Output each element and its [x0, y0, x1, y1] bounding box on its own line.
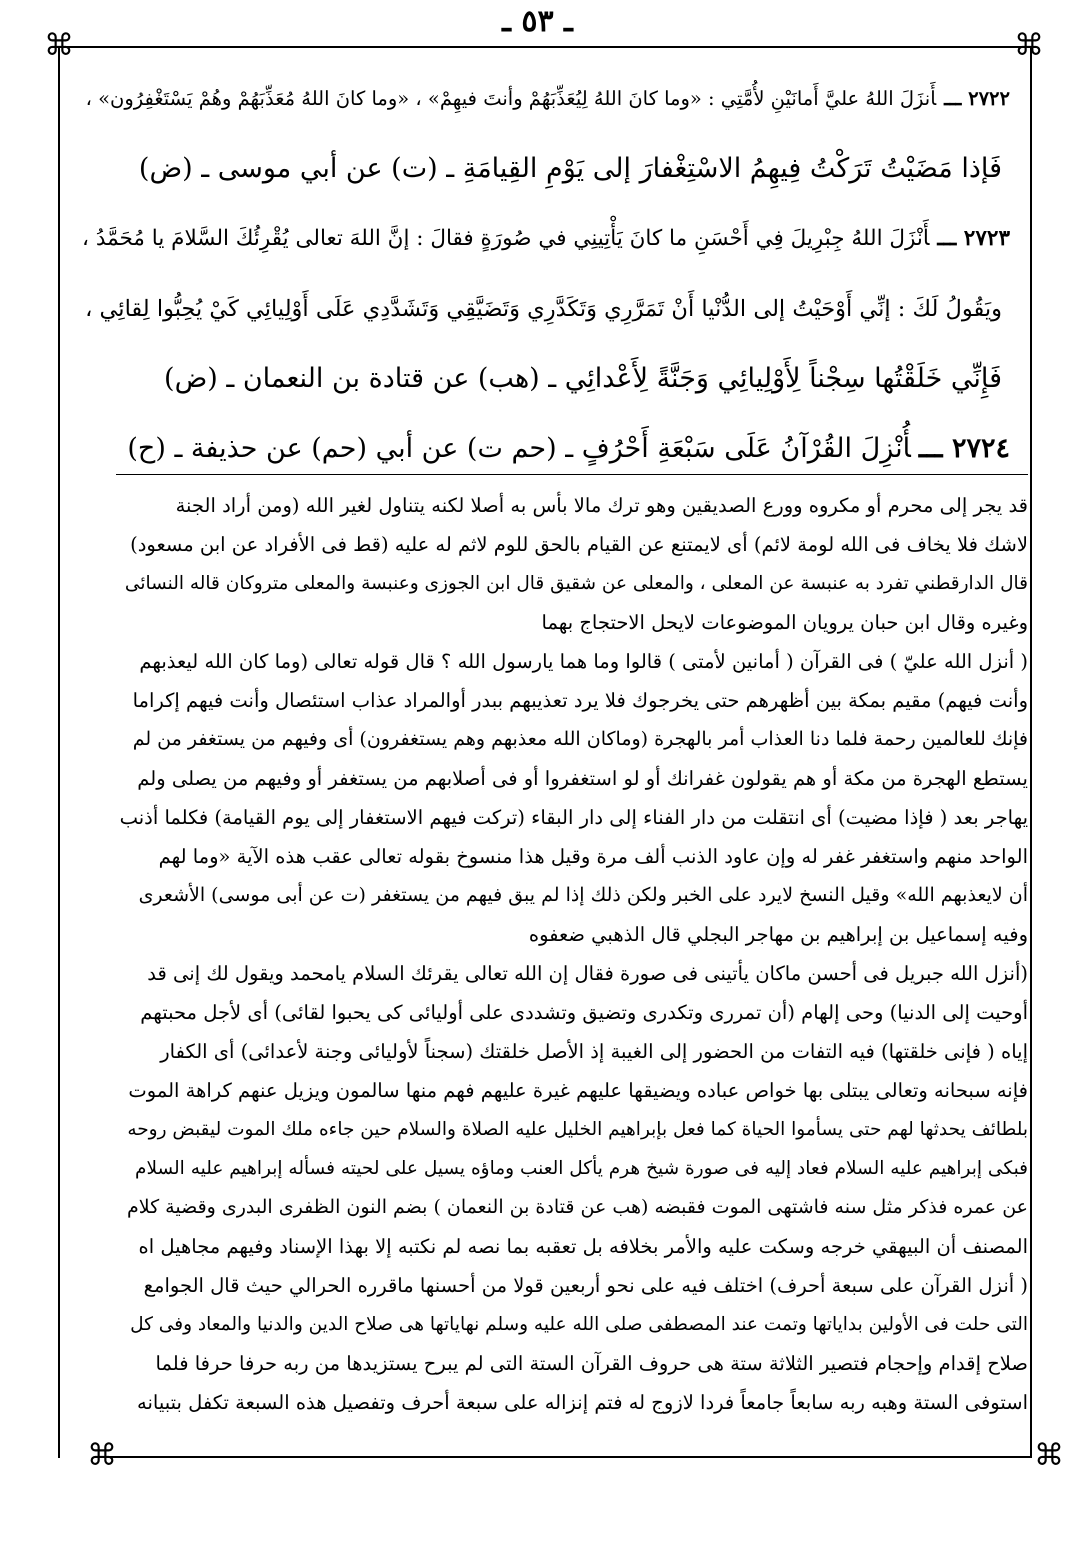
- commentary-line: عن عمره فذكر مثل سنه فاشتهى الموت فقبضه (هب عن قتادة بن النعمان ) بضم النون الظفرى البدرى وقضية كلام: [127, 1196, 1028, 1218]
- section-divider: [116, 474, 1028, 475]
- commentary-line: المصنف أن البيهقي خرجه وسكت عليه والأمر بخلافه بل تعقبه بما نصه لم نكتبه إلا بهذا الإسناد وفيهم مجاهيل اه: [138, 1235, 1028, 1258]
- commentary-line: فبكى إبراهيم عليه السلام فعاد إليه فى صورة شيخ هرم يأكل العنب وماؤه يسيل على لحيته فسأله إبراهيم عليه السلام: [135, 1158, 1028, 1179]
- commentary-line: وأنت فيهم) مقيم بمكة بين أظهرهم حتى يخرجوك فلا يرد تعذيبهم ببدر أوالمراد عذاب استئصال وأنت فيهم إكراما: [132, 689, 1028, 712]
- hadith-line: [80, 274, 1010, 344]
- ornament-icon: ⌘: [1014, 28, 1044, 63]
- commentary-line: يهاجر بعد ( فإذا مضيت) أى انتقلت من دار الفناء إلى دار البقاء (تركت فيهم الاستغفار إلى يوم القيامة) فكلما أذنب: [119, 806, 1028, 829]
- commentary-line: الواحد منهم واستغفر غفر له وإن عاود الذنب ألف مرة وقيل هذا منسوخ بقوله تعالى عقب هذه الآية «وما لهم: [158, 845, 1028, 868]
- commentary-line: صلاح إقدام وإحجام فتصير الثلاثة ستة هى حروف القرآن الستة التى لم يبرح يستزيدها من ربه حرفا حرفا فلما: [155, 1352, 1028, 1375]
- commentary-line: يستطع الهجرة من مكة أو هم يقولون غفرانك أو لو استغفروا أو فى أصلابهم من يستغفر أو وفيهم من يصلى ولم: [137, 767, 1028, 790]
- commentary-line: استوفى الستة وهبه ربه سابعاً جامعاً فردا لازوج له فتم إنزاله على سبعة أحرف وتفصيل هذه السبعة تكفل بتبيانه: [137, 1391, 1028, 1414]
- hadith-number: ٢٧٢٣ ـــ: [937, 226, 1010, 251]
- ornament-icon: ⌘: [87, 1438, 117, 1473]
- hadith-main-text: [80, 64, 1010, 484]
- frame-bottom-rule: [100, 1456, 1030, 1458]
- hadith-text: أَنزَلَ اللهُ عليَّ أَمانَيْنِ لأُمَّتِي : «وما كانَ اللهُ لِيُعَذِّبَهُمْ وأنتَ فيهِمْ» ، «وما كانَ اللهُ مُعَذِّبَهُمْ وهُمْ يَسْتَغْفِرُون» ،: [85, 87, 937, 110]
- commentary-text: [118, 486, 1028, 1422]
- hadith-line: [80, 344, 1010, 414]
- commentary-line: قد يجر إلى محرم أو مكروه وورع الصديقين وهو ترك مالا بأس به أصلا لكنه يتناول لغير الله (ومن أراد الجنة: [175, 494, 1028, 517]
- ornament-icon: ⌘: [44, 28, 74, 63]
- commentary-line: بلطائف يحدثها لهم حتى يسأموا الحياة كما فعل بإبراهيم الخليل عليه الصلاة والسلام حين جاءه ملك الموت ليقبض روحه: [127, 1119, 1028, 1140]
- hadith-line: [80, 134, 1010, 204]
- commentary-line: إياه ( فإنى خلقتها) فيه التفات من الحضور إلى الغيبة إذ الأصل خلقتك (سجناً لأوليائى وجنة لأعدائى) أى الكفار: [160, 1040, 1028, 1063]
- hadith-number: ٢٧٢٢ ـــ: [944, 87, 1010, 110]
- hadith-number: ٢٧٢٤ ـــ: [918, 433, 1010, 464]
- hadith-text: فَإِنِّي خَلَقْتُها سِجْناً لِأَوْلِيائِي وَجَنَّةً لِأَعْدائِي ـ (هب) عن قتادة بن النعمان ـ (ض): [164, 363, 1002, 394]
- hadith-text: فَإذا مَضَيْتُ تَرَكْتُ فِيهِمُ الاسْتِغْفارَ إلى يَوْمِ القِيامَةِ ـ (ت) عن أبي موسى ـ (ض): [138, 153, 1002, 184]
- commentary-line: فإنه سبحانه وتعالى يبتلى بها خواص عباده ويضيقها عليهم غيرة عليهم فهم منها سالمون ويزيل عنهم كراهة الموت: [128, 1079, 1028, 1102]
- commentary-line: قال الدارقطني تفرد به عنبسة عن المعلى ، والمعلى عن شقيق قال ابن الجوزى وعنبسة والمعلى متروكان قاله النسائى: [124, 573, 1028, 594]
- hadith-text: أَنْزَلَ اللهُ جِبْرِيلَ فِي أَحْسَنِ ما كانَ يَأْتِينِي في صُورَةٍ فقالَ : إنَّ اللهَ تعالى يُقْرِئُكَ السَّلامَ يا مُحَمَّدُ ،: [82, 226, 930, 251]
- page-number: ـ ٥٣ ـ: [502, 4, 573, 39]
- hadith-line: [80, 204, 1010, 274]
- commentary-line: أوحيت إلى الدنيا) وحى إلهام (أن تمررى وتكدرى وتضيق وتشددى على أوليائى كى يحبوا لقائى) أى لأجل محبتهم: [140, 1001, 1028, 1024]
- commentary-line: (أنزل الله جبريل فى أحسن ماكان يأتينى فى صورة فقال إن الله تعالى يقرئك السلام يامحمد ويقول لك إنى قد: [147, 962, 1028, 985]
- hadith-line: [80, 64, 1010, 134]
- commentary-line: وفيه إسماعيل بن إبراهيم بن مهاجر البجلي قال الذهبي ضعفوه: [528, 923, 1028, 946]
- commentary-line: ( أنزل الله عليّ ) فى القرآن ( أمانين لأمتى ) قالوا وما هما يارسول الله ؟ قال قوله تعالى (وما كان الله ليعذبهم: [139, 650, 1028, 673]
- commentary-line: وغيره وقال ابن حبان يرويان الموضوعات لايحل الاحتجاج بهما: [541, 611, 1028, 634]
- hadith-text: ويَقُولُ لَكَ : إنِّي أَوْحَيْتُ إلى الدُّنْيا أَنْ تَمَرَّرِي وَتَكَدَّرِي وَتَضَيَّقِي وَتَشَدَّدِي عَلَى أَوْلِيائِي كَيْ يُحِبُّوا لِقائِي ،: [85, 296, 1002, 322]
- commentary-line: فإنك للعالمين رحمة فلما دنا العذاب أمر بالهجرة (وماكان الله معذبهم وهم يستغفرون) أى وفيهم من يستغفر من لم: [132, 728, 1028, 750]
- commentary-line: لاشك فلا يخاف فى الله لومة لائم) أى لايمتنع عن القيام بالحق للوم لاثم له عليه (قط فى الأفراد عن ابن مسعود): [130, 533, 1028, 556]
- ornament-icon: ⌘: [1034, 1438, 1064, 1473]
- hadith-text: أُنْزِلَ القُرْآنُ عَلَى سَبْعَةِ أَحْرُفٍ ـ (حم ت) عن أبي (حم) عن حذيفة ـ (ح): [127, 433, 911, 464]
- commentary-line: التى حلت فى الأولين بداياتها وتمت عند المصطفى صلى الله عليه وسلم نهاياتها هى صلاح الدين والدنيا والمعاد وفى كل: [130, 1314, 1028, 1335]
- commentary-line: ( أنزل القرآن على سبعة أحرف) اختلف فيه على نحو أربعين قولا من أحسنها ماقرره الحرالي حيث قال الجوامع: [143, 1274, 1028, 1297]
- commentary-line: أن لايعذبهم الله» وقيل النسخ لايرد على الخبر ولكن ذلك إذا لم يبق فيهم من يستغفر (ت عن أبى موسى) الأشعرى: [138, 884, 1028, 906]
